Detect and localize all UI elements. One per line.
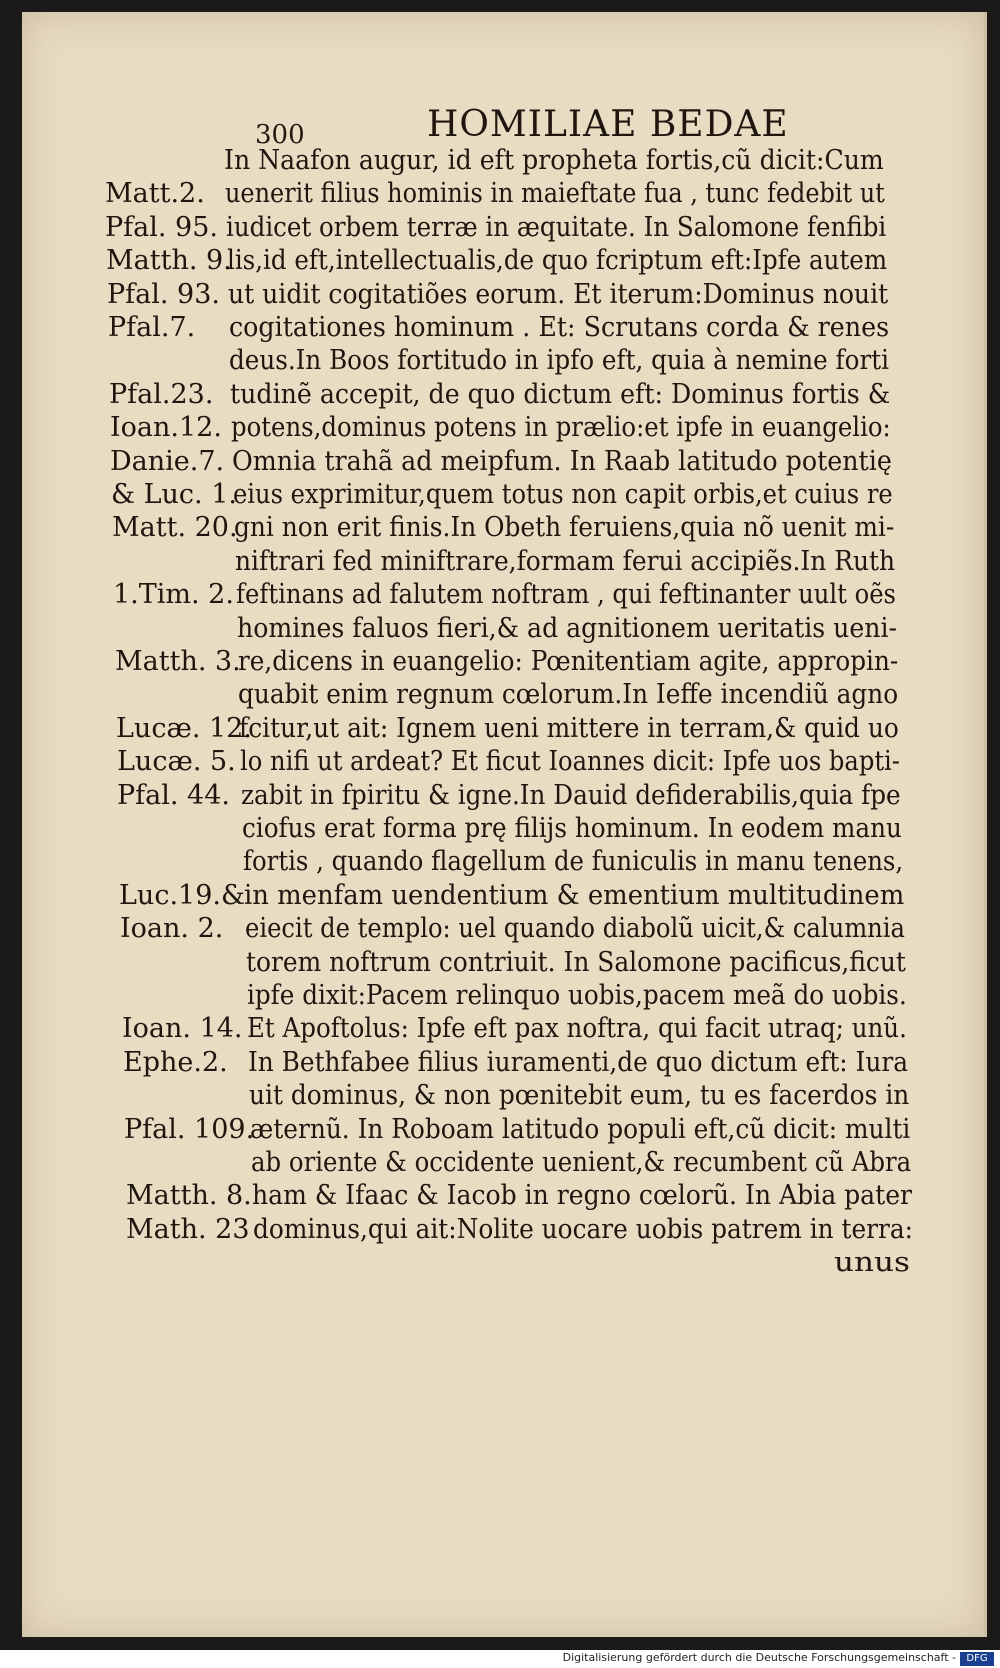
- margin-note: Matth. 9.: [106, 245, 232, 277]
- book-page: [22, 12, 987, 1637]
- text-line: [22, 478, 984, 512]
- body-text-line: lo nifi ut ardeat? Et ficut Ioannes dicit: Ipfe uos bapti-: [240, 746, 900, 778]
- text-line: [22, 1079, 984, 1113]
- body-text-line: quabit enim regnum cœlorum.In Ieffe incendiũ agno: [238, 679, 899, 711]
- text-line: [22, 979, 984, 1013]
- body-text-line: fcitur,ut ait: Ignem ueni mittere in terram,& quid uo: [239, 712, 899, 744]
- text-line: [22, 812, 984, 846]
- body-text-line: In Bethfabee filius iuramenti,de quo dictum eft: Iura: [248, 1046, 908, 1078]
- text-line: [22, 1179, 984, 1213]
- body-text-line: Omnia trahã ad meipfum. In Raab latitudo potentię: [232, 445, 892, 477]
- margin-note: Math. 23: [126, 1213, 250, 1245]
- margin-note: 1.Tim. 2.: [113, 579, 234, 611]
- body-text-line: torem noftrum contriuit. In Salomone pacificus,ficut: [246, 946, 906, 978]
- margin-note: Pfal.7.: [108, 312, 196, 343]
- margin-note: Pfal. 44.: [117, 779, 230, 811]
- body-text-line: unus: [834, 1247, 910, 1279]
- body-text-line: zabit in fpiritu & igne.In Dauid defiderabilis,quia fpe: [241, 779, 901, 811]
- body-text-line: gni non erit finis.In Obeth feruiens,quia nõ uenit mi-: [234, 512, 895, 544]
- body-text-line: lis,id eft,intellectualis,de quo fcriptum eft:Ipfe autem: [227, 245, 888, 277]
- margin-note: Matt. 20.: [112, 512, 238, 544]
- text-line: [22, 1146, 984, 1180]
- text-line: [22, 1046, 984, 1080]
- margin-note: Matt.2.: [105, 178, 205, 210]
- text-line: [22, 1113, 984, 1147]
- body-text-line: uit dominus, & non pœnitebit eum, tu es facerdos in: [249, 1080, 910, 1112]
- text-line: [22, 912, 984, 946]
- text-line: [22, 745, 984, 779]
- body-text-line: In Naafon augur, id eft propheta fortis,cũ dicit:Cum: [224, 145, 884, 176]
- body-text-line: iudicet orbem terræ in æquitate. In Salomone fenfibi: [226, 211, 887, 243]
- running-title: HOMILIAE BEDAE: [427, 104, 789, 145]
- body-text-line: fortis , quando flagellum de funiculis in manu tenens,: [243, 846, 904, 878]
- text-line: [22, 311, 984, 345]
- text-line: [22, 612, 984, 646]
- margin-note: Danie.7.: [110, 445, 225, 477]
- body-text-line: niftrari fed miniftrare,formam ferui accipiẽs.In Ruth: [235, 545, 896, 577]
- margin-note: Lucæ. 5.: [117, 746, 236, 778]
- body-text-line: ipfe dixit:Pacem relinquo uobis,pacem meã do uobis.: [247, 980, 907, 1011]
- text-line: [22, 1246, 984, 1280]
- margin-note: Ioan.12.: [110, 412, 222, 444]
- text-line: [22, 545, 984, 579]
- text-line: [22, 678, 984, 712]
- text-line: [22, 712, 984, 746]
- text-line: [22, 779, 984, 813]
- margin-note: Matth. 3.: [115, 646, 241, 677]
- margin-note: Lucæ. 12.: [116, 712, 252, 744]
- margin-note: & Luc. 1.: [111, 479, 237, 510]
- margin-note: Pfal.23.: [109, 378, 214, 410]
- body-text-line: homines faluos fieri,& ad agnitionem ueritatis ueni-: [237, 612, 898, 644]
- margin-note: Matth. 8.: [126, 1180, 252, 1212]
- margin-note: Ephe.2.: [123, 1046, 228, 1078]
- body-text-line: eiecit de templo: uel quando diabolũ uicit,& calumnia: [245, 913, 905, 945]
- text-line: [22, 278, 984, 312]
- body-text-line: dominus,qui ait:Nolite uocare uobis patrem in terra:: [253, 1213, 914, 1245]
- body-text-line: uenerit filius hominis in maieftate fua , tunc fedebit ut: [225, 178, 885, 210]
- body-text-line: potens,dominus potens in prælio:et ipfe in euangelio:: [231, 412, 891, 444]
- text-line: [22, 1213, 984, 1247]
- text-line: [22, 378, 984, 412]
- margin-note: Pfal. 109.: [124, 1113, 255, 1145]
- body-text-line: Et Apoftolus: Ipfe eft pax noftra, qui facit utraq; unũ.: [247, 1013, 907, 1045]
- text-line: [22, 411, 984, 445]
- body-text-line: ham & Ifaac & Iacob in regno cœlorũ. In Abia pater: [252, 1180, 913, 1212]
- footer-credit: Digitalisierung gefördert durch die Deutsche Forschungsgemeinschaft -: [562, 1651, 956, 1664]
- text-line: [22, 244, 984, 278]
- body-text-line: æternũ. In Roboam latitudo populi eft,cũ dicit: multi: [250, 1113, 911, 1145]
- text-line: [22, 144, 984, 178]
- text-line: [22, 511, 984, 545]
- text-line: [22, 344, 984, 378]
- page-number: 300: [255, 120, 305, 150]
- body-text-line: deus.In Boos fortitudo in ipfo eft, quia à nemine forti: [229, 345, 890, 377]
- text-line: [22, 177, 984, 211]
- body-text-line: ut uidit cogitatiões eorum. Et iterum:Dominus nouit: [228, 278, 889, 310]
- dfg-logo-icon: DFG: [960, 1652, 994, 1666]
- body-text-line: tudinẽ accepit, de quo dictum eft: Dominus fortis &: [230, 378, 891, 410]
- margin-note: Ioan. 14.: [122, 1013, 243, 1045]
- margin-note: Pfal. 93.: [107, 278, 220, 310]
- body-text-line: ab oriente & occidente uenient,& recumbent cũ Abra: [251, 1147, 912, 1178]
- text-line: [22, 946, 984, 980]
- margin-note: Pfal. 95.: [105, 211, 218, 243]
- text-line: [22, 578, 984, 612]
- body-text-line: cogitationes hominum . Et: Scrutans corda & renes: [229, 312, 890, 343]
- text-line: [22, 445, 984, 479]
- body-text-line: eius exprimitur,quem totus non capit orbis,et cuius re: [233, 479, 893, 510]
- text-line: [22, 879, 984, 913]
- text-line: [22, 211, 984, 245]
- margin-note: Ioan. 2.: [120, 913, 224, 945]
- body-text-line: feftinans ad falutem noftram , qui feftinanter uult oẽs: [236, 579, 897, 611]
- body-text-line: ciofus erat forma prę filijs hominum. In eodem manu: [242, 813, 902, 844]
- body-text-line: in menfam uendentium & ementium multitudinem: [244, 879, 905, 911]
- body-text-line: re,dicens in euangelio: Pœnitentiam agite, appropin-: [238, 646, 899, 677]
- text-line: [22, 1012, 984, 1046]
- digitization-footer: [0, 1650, 1000, 1668]
- text-line: [22, 645, 984, 679]
- margin-note: Luc.19.&: [119, 879, 245, 911]
- text-line: [22, 845, 984, 879]
